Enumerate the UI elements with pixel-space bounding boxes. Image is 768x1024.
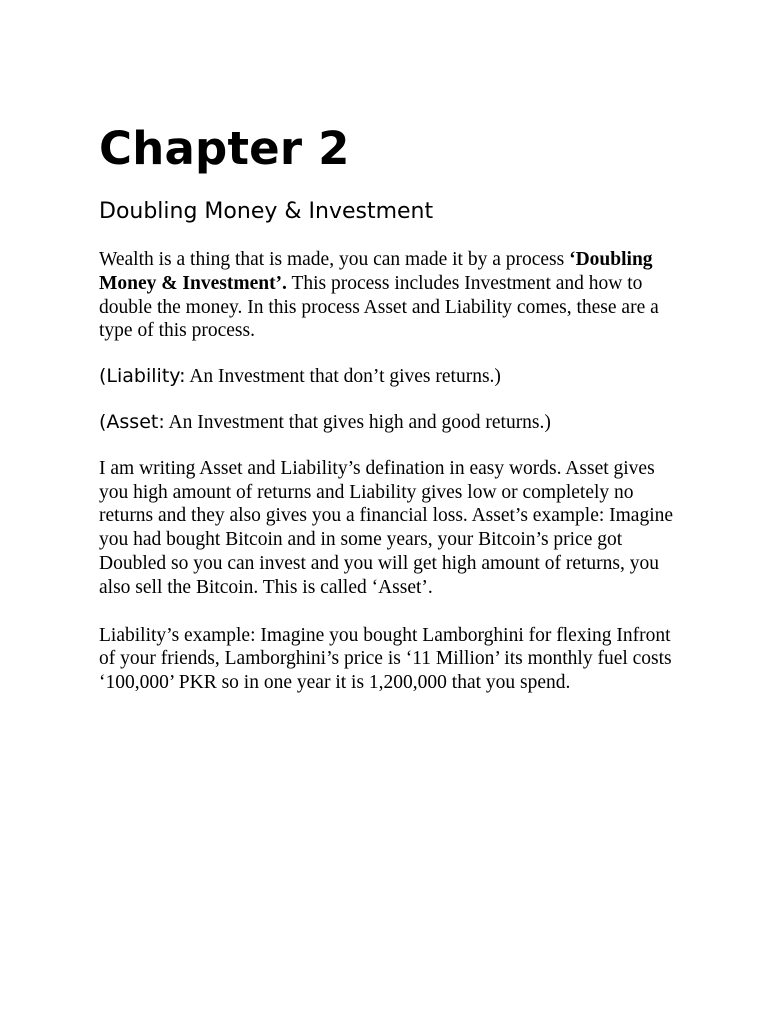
liability-example-paragraph: Liability’s example: Imagine you bought Lamborghini for flexing Infront of your friends, Lamborghini’s price is ‘11 Million’ its monthly fuel costs ‘100,000’ PKR so in one year it is 1,200,000 that you spend. <box>99 624 672 694</box>
liability-label: (Liability: <box>99 365 186 388</box>
document-page <box>99 118 679 695</box>
asset-definition <box>99 411 679 435</box>
intro-bold-phrase: ‘Doubling Money & Investment’. <box>99 249 653 294</box>
intro-rest-text: This process includes Investment and how to double the money. In this process Asset and Liability comes, these are a type of this process. <box>99 272 659 342</box>
intro-text: Wealth is a thing that is made, you can made it by a process <box>99 249 570 270</box>
intro-paragraph <box>99 248 679 343</box>
liability-definition <box>99 365 679 389</box>
chapter-title: Chapter 2 <box>99 122 350 175</box>
asset-definition-text: An Investment that gives high and good returns.) <box>164 411 551 433</box>
asset-label: (Asset: <box>99 410 165 433</box>
explanation-paragraph: I am writing Asset and Liability’s defination in easy words. Asset gives you high amount of returns and Liability gives low or completely no returns and they also gives you a financial loss. Asset’s example: Imagine you had bought Bitcoin and in some years, your Bitcoin’s price got Doubled so you can invest and you will get high amount of returns, you also sell the Bitcoin. This is called ‘Asset’. <box>99 457 674 598</box>
chapter-subtitle: Doubling Money & Investment <box>99 199 434 224</box>
liability-definition-text: An Investment that don’t gives returns.) <box>185 366 501 388</box>
